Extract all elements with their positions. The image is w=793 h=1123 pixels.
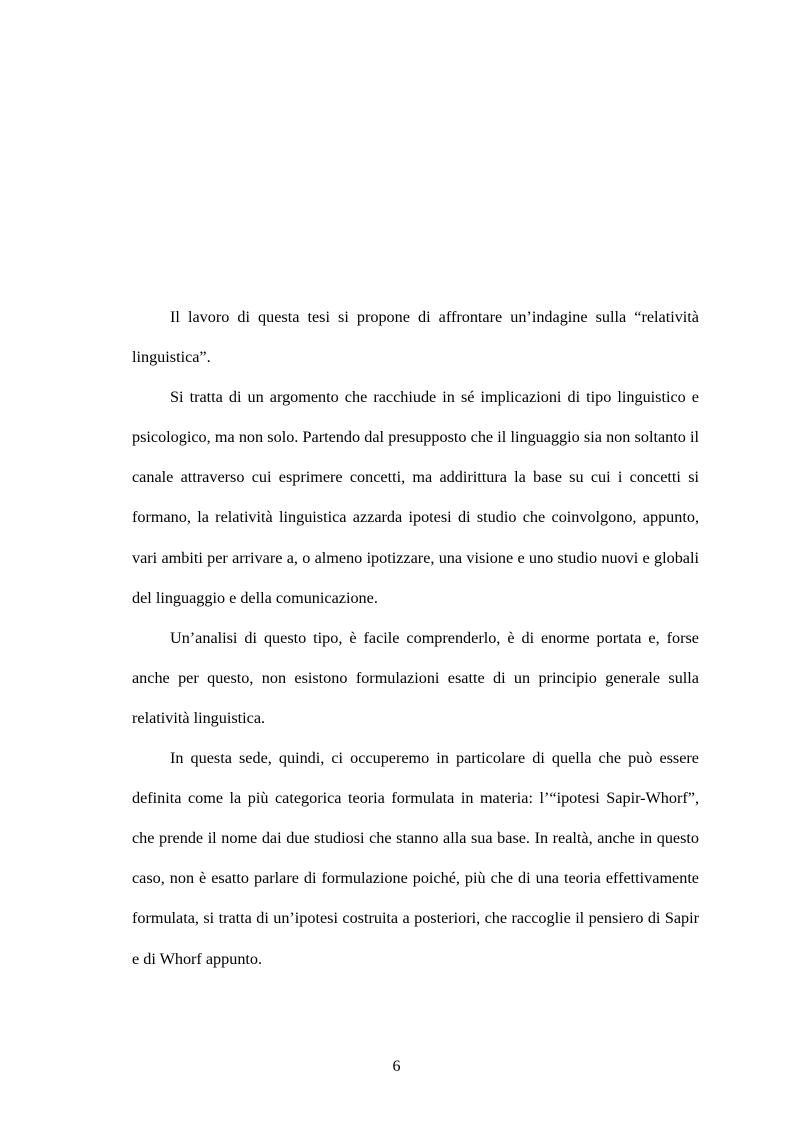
- paragraph-intro: Il lavoro di questa tesi si propone di affrontare un’indagine sulla “relatività linguistica”.: [132, 308, 699, 367]
- paragraph-argument: Si tratta di un argomento che racchiude in sé implicazioni di tipo linguistico e psicologico, ma non solo. Partendo dal presupposto che il linguaggio sia non soltanto il canale attraverso cui esprimere concetti, ma addirittura la base su cui i concetti si formano, la relatività linguistica azzarda ipotesi di studio che coinvolgono, appunto, vari ambiti per arrivare a, o almeno ipotizzare, una visione e uno studio nuovi e globali del linguaggio e della comunicazione.: [132, 388, 699, 607]
- paragraph-sapir-whorf: In questa sede, quindi, ci occuperemo in particolare di quella che può essere definita come la più categorica teoria formulata in materia: l’“ipotesi Sapir-Whorf”, che prende il nome dai due studiosi che stanno alla sua base. In realtà, anche in questo caso, non è esatto parlare di formulazione poiché, più che di una teoria effettivamente formulata, si tratta di un’ipotesi costruita a posteriori, che raccoglie il pensiero di Sapir e di Whorf appunto.: [132, 749, 699, 968]
- body-text: [132, 297, 699, 979]
- page-number: 6: [392, 1058, 401, 1075]
- paragraph-analysis: Un’analisi di questo tipo, è facile comprenderlo, è di enorme portata e, forse anche per questo, non esistono formulazioni esatte di un principio generale sulla relatività linguistica.: [132, 628, 699, 727]
